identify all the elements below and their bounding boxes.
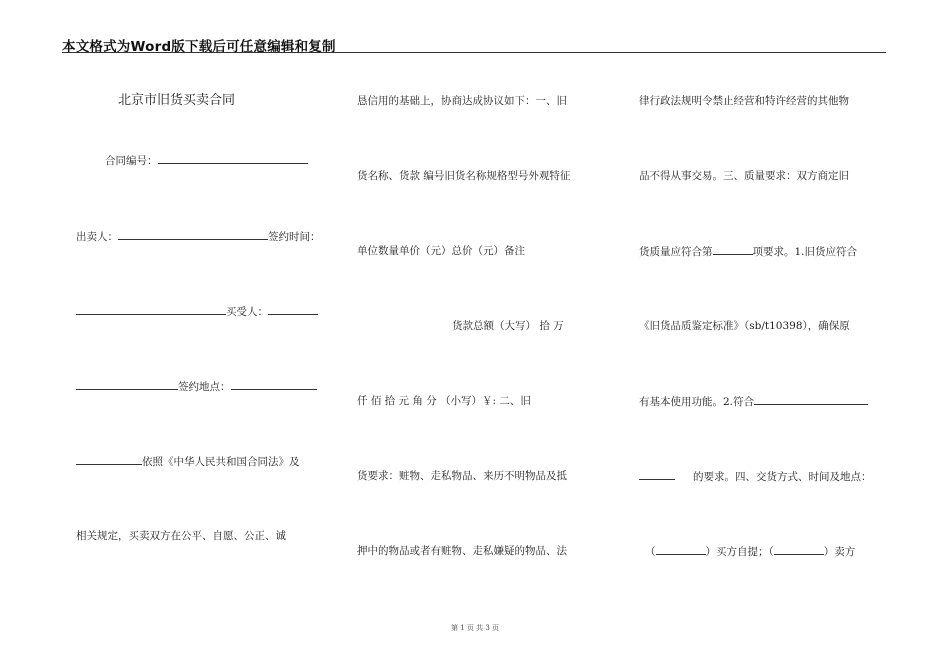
principles-line: 相关规定，买卖双方在公平、自愿、公正、诚 [76, 530, 286, 542]
col2-line-6: 货要求：赃物、走私物品、来历不明物品及抵 [357, 470, 567, 482]
col3-line-1: 律行政法规明令禁止经营和特许经营的其他物 [639, 95, 849, 107]
sign-place-line [76, 379, 317, 394]
quality-clause-blank[interactable] [713, 244, 753, 255]
seller-line [76, 229, 321, 244]
sign-place-blank[interactable] [231, 379, 317, 390]
conform-label: 有基本使用功能。2.符合 [639, 396, 755, 408]
col2-line-4: 货款总额（大写） 拾 万 [452, 320, 564, 332]
seller-delivery-text: ）卖方 [823, 546, 856, 558]
col3-line-7 [645, 544, 855, 559]
sign-place-label: 签约地点： [178, 381, 231, 393]
col3-line-4: 《旧货品质鉴定标准》（sb/t10398），确保原 [639, 320, 850, 332]
law-reference-line [76, 454, 300, 469]
buyer-blank[interactable] [268, 304, 318, 315]
quality-clause-prefix: 货质量应符合第 [639, 246, 713, 258]
contract-title: 北京市旧货买卖合同 [118, 93, 236, 108]
buyer-label: 买受人： [226, 306, 268, 318]
col3-line-6 [639, 469, 872, 484]
contract-number-line [105, 153, 308, 168]
seller-delivery-checkbox-blank[interactable] [774, 544, 824, 555]
col2-line-5: 仟 佰 拾 元 角 分 （小写）￥: 二、旧 [357, 395, 531, 407]
col2-line-2: 货名称、货款 编号旧货名称规格型号外观特征 [357, 170, 571, 182]
buyer-pickup-text: ）买方自提；（ [705, 546, 774, 558]
buyer-pickup-checkbox-blank[interactable] [656, 544, 706, 555]
seller-blank[interactable] [118, 229, 268, 240]
conform-blank-cont[interactable] [639, 469, 675, 480]
sign-place-blank-cont[interactable] [76, 454, 142, 465]
delivery-heading-text: 的要求。四、交货方式、时间及地点： [693, 471, 872, 483]
quality-clause-suffix: 项要求。1.旧货应符合 [752, 246, 858, 258]
seller-label: 出卖人： [76, 231, 118, 243]
law-reference-text: 依照《中华人民共和国合同法》及 [142, 456, 300, 468]
conform-blank[interactable] [754, 394, 868, 405]
buyer-blank-cont[interactable] [76, 379, 178, 390]
col2-line-7: 押中的物品或者有赃物、走私嫌疑的物品、法 [357, 545, 567, 557]
page-number-footer: 第 1 页 共 3 页 [450, 624, 500, 632]
col2-line-3: 单位数量单价（元）总价（元）备注 [357, 245, 525, 257]
buyer-line [76, 304, 318, 319]
col3-line-2: 品不得从事交易。三、质量要求：双方商定旧 [639, 170, 849, 182]
col3-line-5 [639, 394, 868, 409]
contract-number-label: 合同编号： [105, 155, 158, 167]
header-rule [62, 52, 886, 53]
contract-number-blank[interactable] [158, 153, 308, 164]
col2-line-1: 恳信用的基础上，协商达成协议如下：一、旧 [357, 95, 567, 107]
sign-time-blank[interactable] [76, 304, 226, 315]
paren-open-1: （ [645, 546, 656, 558]
sign-time-label: 签约时间： [268, 231, 321, 243]
col3-line-3 [639, 244, 857, 259]
download-notice-banner: 本文格式为Word版下载后可任意编辑和复制 [62, 39, 336, 55]
